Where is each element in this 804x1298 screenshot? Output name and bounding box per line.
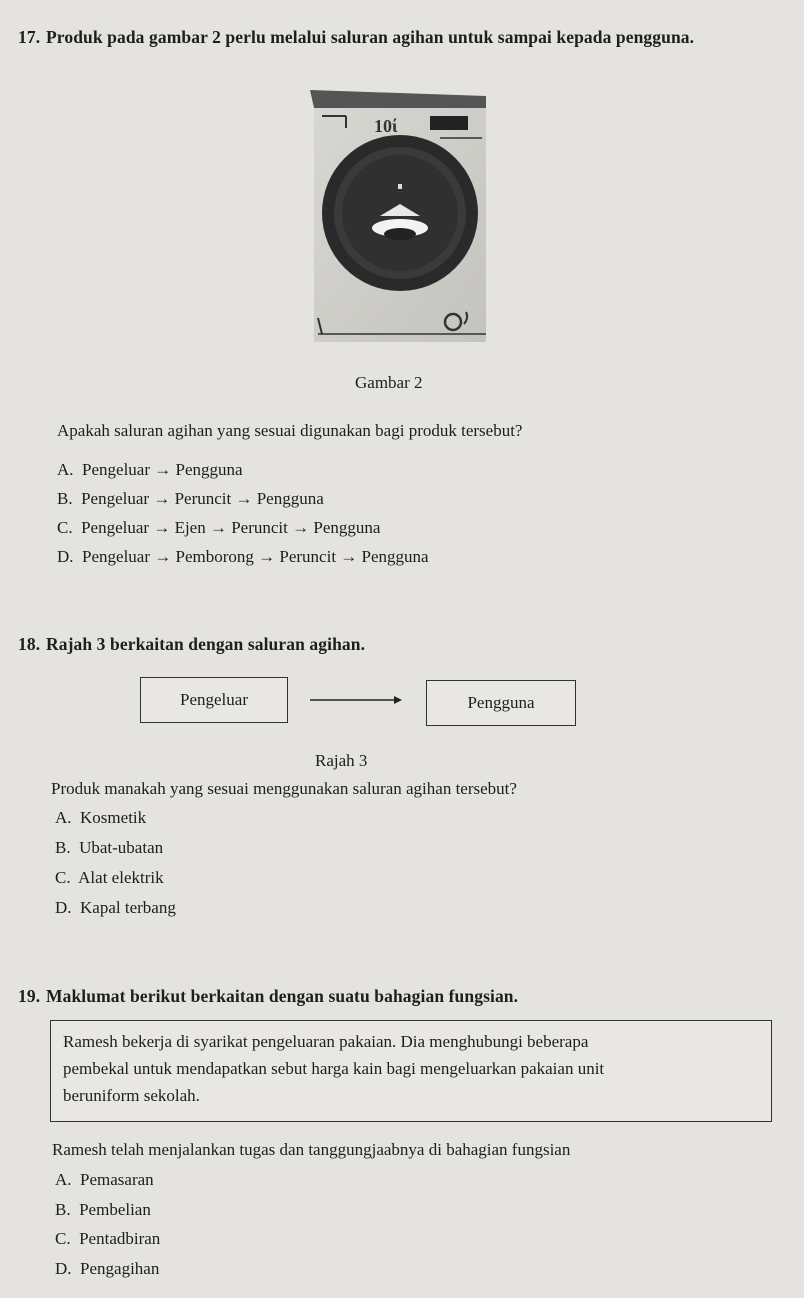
q19-stem: Maklumat berikut berkaitan dengan suatu bahagian fungsian. [46, 986, 519, 1006]
q17-option-a[interactable]: A. Pengeluar → Pengguna [57, 460, 243, 479]
q19-info-line-2: pembekal untuk mendapatkan sebut harga kain bagi mengeluarkan pakaian unit [63, 1059, 605, 1078]
q19-info-line-3: beruniform sekolah. [63, 1086, 200, 1105]
q19-option-c[interactable]: C. Pentadbiran [55, 1229, 161, 1248]
q19-option-d[interactable]: D. Pengagihan [55, 1259, 160, 1278]
q19-option-a[interactable]: A. Pemasaran [55, 1170, 154, 1189]
q18-question: Produk manakah yang sesuai menggunakan saluran agihan tersebut? [51, 779, 517, 798]
q19-info-box [50, 1020, 772, 1122]
washing-machine-icon [310, 88, 492, 346]
q19-info-line-1: Ramesh bekerja di syarikat pengeluaran pakaian. Dia menghubungi beberapa [63, 1032, 589, 1051]
q17-stem: Produk pada gambar 2 perlu melalui saluran agihan untuk sampai kepada pengguna. [46, 27, 695, 47]
q19-question: Ramesh telah menjalankan tugas dan tanggungjaabnya di bahagian fungsian [52, 1140, 571, 1159]
svg-text:10ί: 10ί [374, 116, 398, 136]
channel-box-producer-label: Pengeluar [180, 690, 248, 709]
q19-option-b[interactable]: B. Pembelian [55, 1200, 151, 1219]
q18-option-c[interactable]: C. Alat elektrik [55, 868, 164, 887]
q17-option-d[interactable]: D. Pengeluar → Pemborong → Peruncit → Pengguna [57, 547, 429, 566]
q17-option-c[interactable]: C. Pengeluar → Ejen → Peruncit → Pengguna [57, 518, 381, 537]
q17-question: Apakah saluran agihan yang sesuai digunakan bagi produk tersebut? [57, 421, 523, 440]
channel-box-producer [140, 677, 288, 723]
q18-figure-caption: Rajah 3 [315, 751, 368, 770]
q18-option-b[interactable]: B. Ubat-ubatan [55, 838, 164, 857]
channel-box-consumer-label: Pengguna [467, 693, 535, 712]
q18-stem: Rajah 3 berkaitan dengan saluran agihan. [46, 634, 366, 654]
arrow-right-icon [310, 693, 402, 707]
q18-number: 18. [18, 634, 41, 654]
q17-option-b[interactable]: B. Pengeluar → Peruncit → Pengguna [57, 489, 324, 508]
q17-number: 17. [18, 27, 41, 47]
q19-number: 19. [18, 986, 41, 1006]
q17-figure-caption: Gambar 2 [355, 373, 423, 392]
q18-option-a[interactable]: A. Kosmetik [55, 808, 147, 827]
channel-box-consumer [426, 680, 576, 726]
q18-option-d[interactable]: D. Kapal terbang [55, 898, 176, 917]
